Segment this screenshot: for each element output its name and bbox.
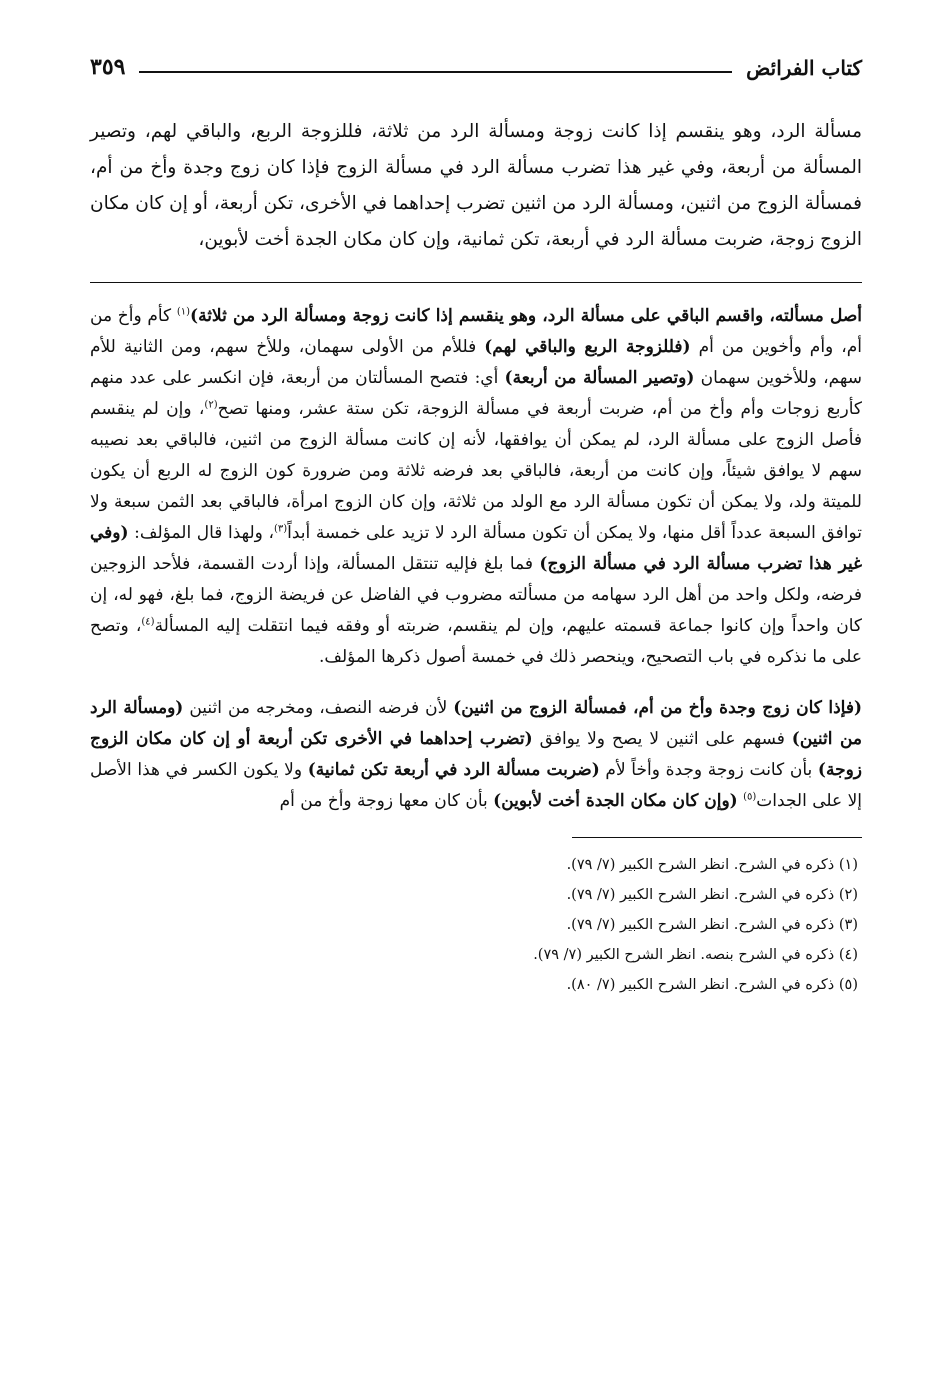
quoted-main-text: (ومسألة الرد من اثنين) bbox=[90, 698, 862, 749]
main-text-divider bbox=[90, 282, 862, 283]
quoted-main-text: (وفي غير هذا تضرب مسألة الرد في مسألة الزوج) bbox=[90, 523, 862, 574]
commentary-text: فما بلغ فإليه تنتقل المسألة، وإذا أردت القسمة، فلأحد الزوجين فرضه، ولكل واحد من أهل الرد سهامه من مسألته مضروب في الفاضل عن فريضة الزوج، فما بلغ، فهو له، إن كان واحداً وإن كانوا جماعة قسمته عليهم، وإن لم ينقسم، ضربته أو وفقه فيما انتقلت إليه المسألة bbox=[90, 554, 862, 636]
footnote-5: (٥) ذكره في الشرح. انظر الشرح الكبير (٧/ ٨٠). bbox=[566, 977, 858, 993]
footnote-ref: (٣) bbox=[273, 523, 288, 535]
running-header bbox=[90, 44, 862, 80]
book-page bbox=[90, 44, 862, 1344]
commentary-block bbox=[90, 301, 862, 817]
commentary-text: فللأم من الأولى سهمان، وللأخ سهم، ومن الثانية للأم سهم، وللأخوين سهمان bbox=[90, 337, 862, 388]
footnote-ref: (٥) bbox=[743, 791, 757, 803]
book-title: كتاب الفرائض bbox=[746, 56, 862, 80]
quoted-main-text: (وتصير المسألة من أربعة) bbox=[504, 368, 695, 388]
commentary-paragraph-1 bbox=[90, 301, 862, 673]
commentary-text: ولا يكون الكسر في هذا الأصل إلا على الجدات bbox=[90, 760, 862, 811]
footnote-divider bbox=[572, 837, 862, 838]
footnote-ref: (٤) bbox=[141, 616, 155, 628]
footnote-ref: (١) bbox=[176, 306, 191, 318]
page-number: ٣٥٩ bbox=[90, 54, 126, 80]
commentary-text: بأن كانت زوجة وجدة وأخاً لأم bbox=[599, 760, 818, 780]
quoted-main-text: (فإذا كان زوج وجدة وأخ من أم، فمسألة الزوج من اثنين) bbox=[453, 698, 862, 718]
commentary-text: أي: فتصح المسألتان من أربعة، فإن انكسر على عدد منهم كأربع زوجات وأم وأخ من أم، ضربت أربعة في مسألة الزوجة، تكن ستة عشر، ومنها تصح bbox=[90, 368, 862, 419]
main-text-block bbox=[90, 114, 862, 258]
commentary-text: ، وتصح على ما نذكره في باب التصحيح، وينحصر ذلك في خمسة أصول ذكرها المؤلف. bbox=[90, 616, 862, 667]
footnotes bbox=[90, 850, 862, 1000]
footnote-1: (١) ذكره في الشرح. انظر الشرح الكبير (٧/ ٧٩). bbox=[566, 857, 858, 873]
footnote-3: (٣) ذكره في الشرح. انظر الشرح الكبير (٧/ ٧٩). bbox=[566, 917, 858, 933]
quoted-main-text: أصل مسألته، واقسم الباقي على مسألة الرد، وهو ينقسم إذا كانت زوجة ومسألة الرد من ثلاثة) bbox=[190, 306, 863, 326]
main-text: مسألة الرد، وهو ينقسم إذا كانت زوجة ومسألة الرد من ثلاثة، فللزوجة الربع، والباقي لهم، وتصير المسألة من أربعة، وفي غير هذا تضرب مسألة الرد في مسألة الزوج فإذا كان زوج وجدة وأخ من أم، فمسألة الزوج من اثنين، ومسألة الرد من اثنين تضرب إحداهما في الأخرى، تكن أربعة، أو إن كان مكان الزوج زوجة، ضربت مسألة الرد في أربعة، تكن ثمانية، وإن كان مكان الجدة أخت لأبوين، bbox=[90, 121, 862, 250]
commentary-paragraph-2 bbox=[90, 693, 862, 817]
quoted-main-text: (وإن كان مكان الجدة أخت لأبوين) bbox=[493, 791, 738, 811]
quoted-main-text: (فللزوجة الربع والباقي لهم) bbox=[484, 337, 691, 357]
header-rule bbox=[139, 71, 732, 73]
commentary-text: ، وإن لم ينقسم فأصل الزوج على مسألة الرد، لم يمكن أن يوافقها، لأنه إن كانت مسألة الزوج من اثنين، فالباقي بعد نصيبه سهم لا يوافق شيئاً، وإن كانت من أربعة، فالباقي بعد فرضه ثلاثة ومن ضرورة كون الزوج له الربع أن يكون للميتة ولد، ولا يمكن أن تكون مسألة الرد مع الولد من ثلاثة، وإن كان الزوج امرأة، فالباقي بعد الثمن سبعة ولا توافق السبعة عدداً أقل منها، ولا يمكن أن تكون مسألة الرد لا تزيد على خمسة أبداً bbox=[90, 399, 862, 543]
commentary-text: لأن فرضه النصف، ومخرجه من اثنين bbox=[183, 698, 454, 718]
commentary-text: كأم وأخ من أم، وأم وأخوين من أم bbox=[90, 306, 863, 357]
commentary-text: فسهم على اثنين لا يصح ولا يوافق bbox=[532, 729, 792, 749]
quoted-main-text: (ضربت مسألة الرد في أربعة تكن ثمانية) bbox=[307, 760, 600, 780]
commentary-text: ، ولهذا قال المؤلف: bbox=[128, 523, 274, 543]
quoted-main-text: (تضرب إحداهما في الأخرى تكن أربعة أو إن كان مكان الزوج زوجة) bbox=[90, 729, 863, 780]
commentary-text: بأن كان معها زوجة وأخ من أم bbox=[279, 791, 494, 811]
footnote-ref: (٢) bbox=[204, 399, 218, 411]
footnote-4: (٤) ذكره في الشرح بنصه. انظر الشرح الكبير (٧/ ٧٩). bbox=[533, 947, 858, 963]
footnote-2: (٢) ذكره في الشرح. انظر الشرح الكبير (٧/ ٧٩). bbox=[566, 887, 858, 903]
